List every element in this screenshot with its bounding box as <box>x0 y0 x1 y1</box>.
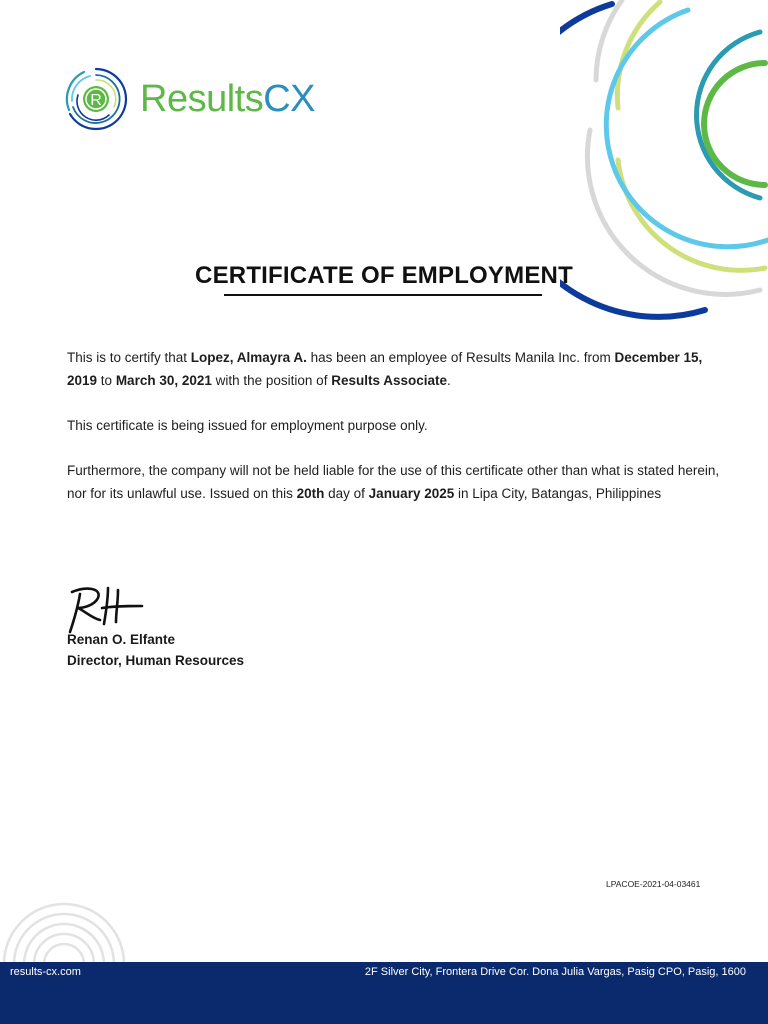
employee-position: Results Associate <box>331 373 448 388</box>
results-cx-logo-icon <box>62 65 130 133</box>
employment-start-date: December 15, 2019 <box>67 350 703 388</box>
brand-name <box>140 80 315 118</box>
issue-day: 20th <box>296 486 325 501</box>
certificate-title: CERTIFICATE OF EMPLOYMENT <box>195 262 573 289</box>
issue-month-year: January 2025 <box>368 486 455 501</box>
company-logo <box>62 62 332 136</box>
handwritten-signature <box>64 584 146 636</box>
certification-paragraph <box>67 346 722 392</box>
logo-mark-letter: R <box>90 92 102 109</box>
paragraph1-text-3: to <box>97 373 116 388</box>
paragraph3-text-1: Furthermore, the company will not be held liable for the use of this certificate other than what is stated herein, nor for its unlawful use. Issued on this <box>67 463 720 501</box>
reference-code: LPACOE-2021-04-03461 <box>606 879 701 889</box>
employment-end-date: March 30, 2021 <box>115 373 212 388</box>
employee-name: Lopez, Almayra A. <box>190 350 307 365</box>
page-footer <box>0 962 768 1024</box>
liability-paragraph <box>67 459 722 505</box>
paragraph3-text-3: in Lipa City, Batangas, Philippines <box>454 486 662 501</box>
purpose-paragraph: This certificate is being issued for employment purpose only. <box>67 418 428 433</box>
brand-name-part1: Results <box>140 78 264 120</box>
paragraph1-text-4: with the position of <box>211 373 332 388</box>
signatory-name: Renan O. Elfante <box>67 632 176 647</box>
footer-address: 2F Silver City, Frontera Drive Cor. Dona Julia Vargas, Pasig CPO, Pasig, 1600 <box>364 966 746 978</box>
brand-name-part2: CX <box>263 78 316 120</box>
signatory-title: Director, Human Resources <box>67 653 245 668</box>
footer-website-link[interactable]: results-cx.com <box>10 966 81 978</box>
paragraph1-text-5: . <box>447 373 451 388</box>
paragraph3-text-2: day of <box>324 486 369 501</box>
paragraph1-text-1: This is to certify that <box>67 350 191 365</box>
decorative-arcs-bottom-left <box>0 880 135 964</box>
title-underline <box>224 294 542 296</box>
paragraph1-text-2: has been an employee of Results Manila Inc. from <box>306 350 615 365</box>
